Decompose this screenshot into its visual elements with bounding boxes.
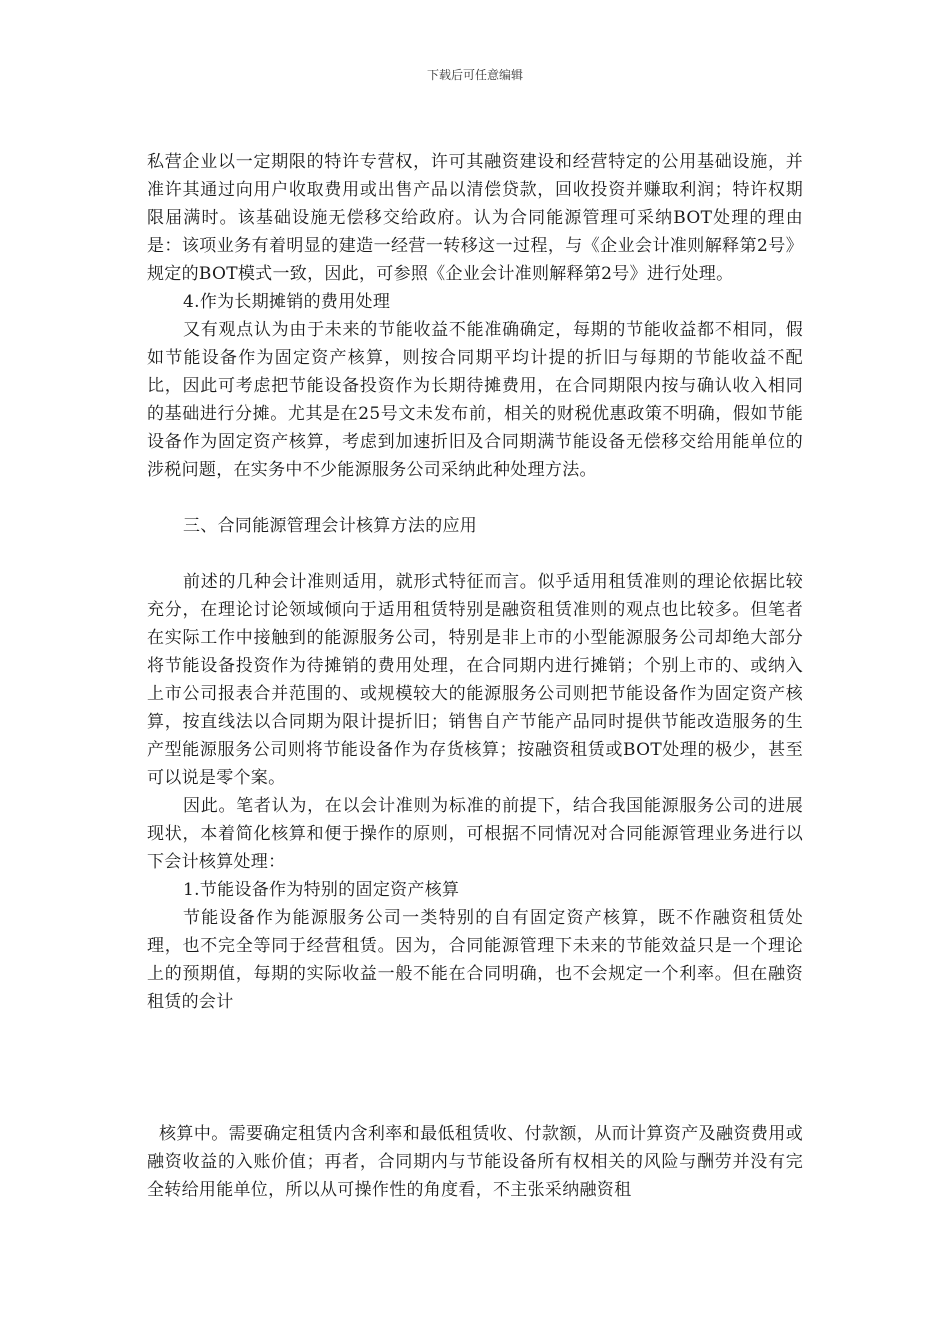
paragraph-special-fixed-asset: 节能设备作为能源服务公司一类特别的自有固定资产核算，既不作融资租赁处理，也不完全等同于经营租赁。因为，合同能源管理下未来的节能效益只是一个理论上的预期值，每期的实际收益一般不能在合同明确，也不会规定一个利率。但在融资租赁的会计 <box>147 908 803 1012</box>
section-heading-3: 三、合同能源管理会计核算方法的应用 <box>183 516 478 536</box>
paragraph-bot-definition: 私营企业以一定期限的特许专营权，许可其融资建设和经营特定的公用基础设施，并准许其通过向用户收取费用或出售产品以清偿贷款，回收投资并赚取利润；特许权期限届满时。该基础设施无偿移交给政府。认为合同能源管理可采纳BOT处理的理由是：该项业务有着明显的建造一经营一转移这一过程，与《企业会计准则解释第2号》规定的BOT模式一致，因此，可参照《企业会计准则解释第2号》进行处理。 <box>147 152 803 284</box>
subheading-long-term-amortization: 4.作为长期摊销的费用处理 <box>183 292 391 312</box>
paragraph-financing-lease-continued: 核算中。需要确定租赁内含利率和最低租赁收、付款额，从而计算资产及融资费用或融资收益的入账价值；再者，合同期内与节能设备所有权相关的风险与酬劳并没有完全转给用能单位，所以从可操作性的角度看，不主张采纳融资租 <box>147 1124 803 1200</box>
paragraph-conclusion: 因此。笔者认为，在以会计准则为标准的前提下，结合我国能源服务公司的进展现状，本着简化核算和便于操作的原则，可根据不同情况对合同能源管理业务进行以下会计核算处理： <box>147 796 803 872</box>
document-body-continued <box>147 1120 803 1204</box>
page-header-note: 下载后可任意编辑 <box>426 68 523 82</box>
paragraph-long-term-amortization: 又有观点认为由于未来的节能收益不能准确确定，每期的节能收益都不相同，假如节能设备作为固定资产核算，则按合同期平均计提的折旧与每期的节能收益不配比，因此可考虑把节能设备投资作为长期待摊费用，在合同期限内按与确认收入相同的基础进行分摊。尤其是在25号文未发布前，相关的财税优惠政策不明确，假如节能设备作为固定资产核算，考虑到加速折旧及合同期满节能设备无偿移交给用能单位的涉税问题，在实务中不少能源服务公司采纳此种处理方法。 <box>147 320 803 480</box>
subheading-special-fixed-asset: 1.节能设备作为特别的固定资产核算 <box>183 880 460 900</box>
paragraph-application-overview: 前述的几种会计准则适用，就形式特征而言。似乎适用租赁准则的理论依据比较充分，在理论讨论领域倾向于适用租赁特别是融资租赁准则的观点也比较多。但笔者在实际工作中接触到的能源服务公司，特别是非上市的小型能源服务公司却绝大部分将节能设备投资作为待摊销的费用处理，在合同期内进行摊销；个别上市的、或纳入上市公司报表合并范围的、或规模较大的能源服务公司则把节能设备作为固定资产核算，按直线法以合同期为限计提折旧；销售自产节能产品同时提供节能改造服务的生产型能源服务公司则将节能设备作为存货核算；按融资租赁或BOT处理的极少，甚至可以说是零个案。 <box>147 572 803 788</box>
document-body <box>147 148 803 1016</box>
